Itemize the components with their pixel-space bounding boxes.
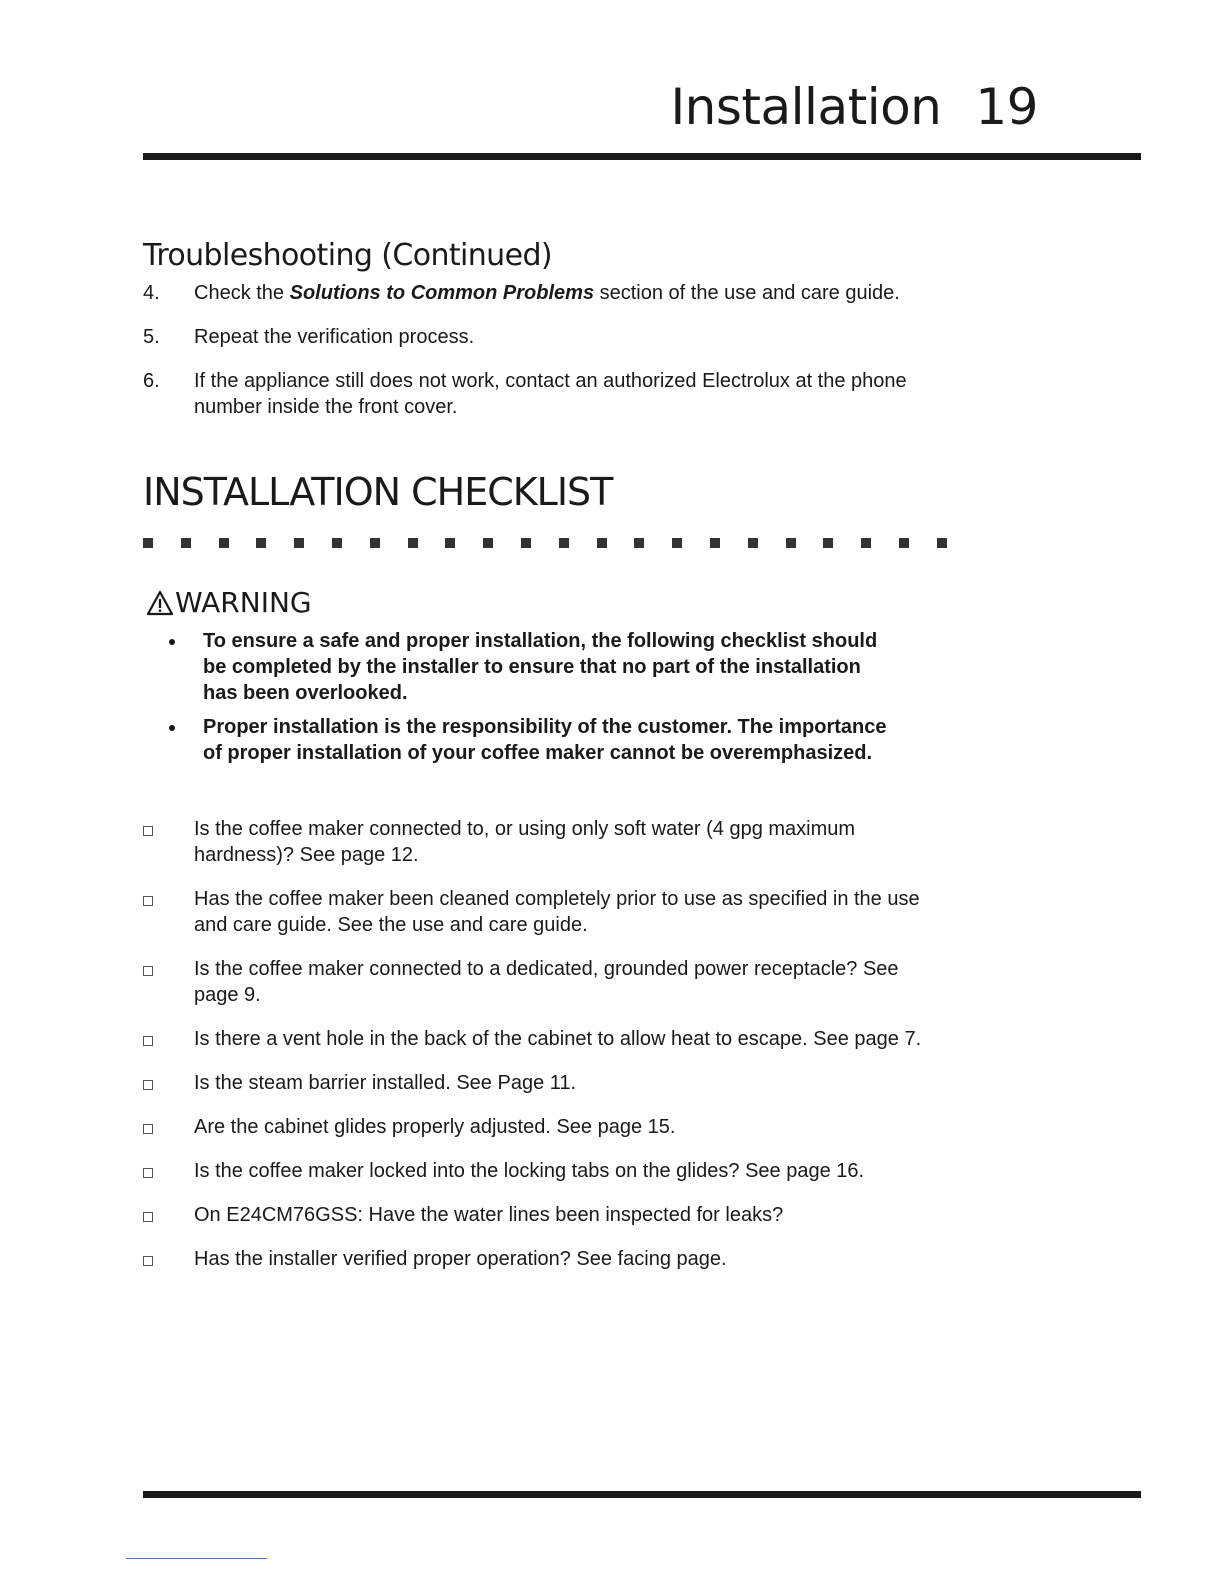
checklist-item [143,1026,943,1052]
warning-bullet: Proper installation is the responsibility of the customer. The importance of proper installation of your coffee maker cannot be overemphasized. [167,714,897,766]
checkbox[interactable] [143,1212,153,1222]
checklist-item-text: Has the coffee maker been cleaned completely prior to use as specified in the use and care guide. See the use and care guide. [194,888,920,936]
divider-square [256,538,266,548]
warning-heading [146,586,312,619]
checklist-item [143,816,943,868]
divider-square [861,538,871,548]
divider-square [899,538,909,548]
solutions-reference: Solutions to Common Problems [289,282,595,304]
checkbox[interactable] [143,1168,153,1178]
decorative-square-divider [143,538,975,548]
divider-square [143,538,153,548]
warning-triangle-icon [146,590,174,616]
divider-square [181,538,191,548]
divider-square [597,538,607,548]
divider-square [483,538,493,548]
page-title: Installation [670,78,942,136]
divider-square [408,538,418,548]
page-number: 19 [975,78,1038,136]
step-text: Repeat the verification process. [194,326,475,348]
warning-bullet: To ensure a safe and proper installation, the following checklist should be completed by the installer to ensure that no part of the installation has been overlooked. [167,628,897,706]
header-rule [143,153,1141,160]
divider-square [559,538,569,548]
divider-square [445,538,455,548]
divider-square [219,538,229,548]
footer-link-underline [126,1558,267,1559]
bullet-dot [169,639,175,645]
checklist-item [143,1114,943,1140]
divider-square [710,538,720,548]
divider-square [634,538,644,548]
checklist-item-text: Is the steam barrier installed. See Page 11. [194,1072,577,1094]
step-number: 4. [143,282,160,304]
checklist-item-text: On E24CM76GSS: Have the water lines been inspected for leaks? [194,1204,784,1226]
troubleshooting-title: Troubleshooting (Continued) [143,238,552,273]
divider-square [294,538,304,548]
checklist-item [143,1070,943,1096]
checklist-item-text: Are the cabinet glides properly adjusted. See page 15. [194,1116,676,1138]
divider-square [748,538,758,548]
checkbox[interactable] [143,826,153,836]
checklist-item [143,886,943,938]
step-text: If the appliance still does not work, contact an authorized Electrolux at the phone number inside the front cover. [194,370,907,418]
divider-square [521,538,531,548]
page-header [670,78,1038,136]
divider-square [672,538,682,548]
checklist-item [143,956,943,1008]
checkbox[interactable] [143,1080,153,1090]
step-item [143,368,943,420]
checklist-item [143,1202,943,1228]
divider-square [937,538,947,548]
footer-rule [143,1491,1141,1498]
step-item [143,280,943,306]
divider-square [786,538,796,548]
checklist-item-text: Has the installer verified proper operation? See facing page. [194,1248,727,1270]
checkbox[interactable] [143,1256,153,1266]
troubleshooting-steps [143,280,943,420]
step-item [143,324,943,350]
step-text: Check the Solutions to Common Problems section of the use and care guide. [194,282,900,304]
bullet-dot [169,725,175,731]
checklist-item-text: Is the coffee maker connected to a dedicated, grounded power receptacle? See page 9. [194,958,899,1006]
step-number: 6. [143,370,160,392]
checklist-item-text: Is there a vent hole in the back of the cabinet to allow heat to escape. See page 7. [194,1028,922,1050]
checklist-title: INSTALLATION CHECKLIST [143,470,613,514]
step-number: 5. [143,326,160,348]
checklist-item-text: Is the coffee maker connected to, or using only soft water (4 gpg maximum hardness)? See page 12. [194,818,856,866]
divider-square [332,538,342,548]
checklist-items [143,816,943,1272]
checkbox[interactable] [143,966,153,976]
checklist-item-text: Is the coffee maker locked into the locking tabs on the glides? See page 16. [194,1160,865,1182]
checklist-item [143,1246,943,1272]
checkbox[interactable] [143,896,153,906]
checkbox[interactable] [143,1124,153,1134]
warning-label: WARNING [175,586,312,619]
warning-bullets [167,628,897,766]
divider-square [370,538,380,548]
checkbox[interactable] [143,1036,153,1046]
divider-square [823,538,833,548]
checklist-item [143,1158,943,1184]
